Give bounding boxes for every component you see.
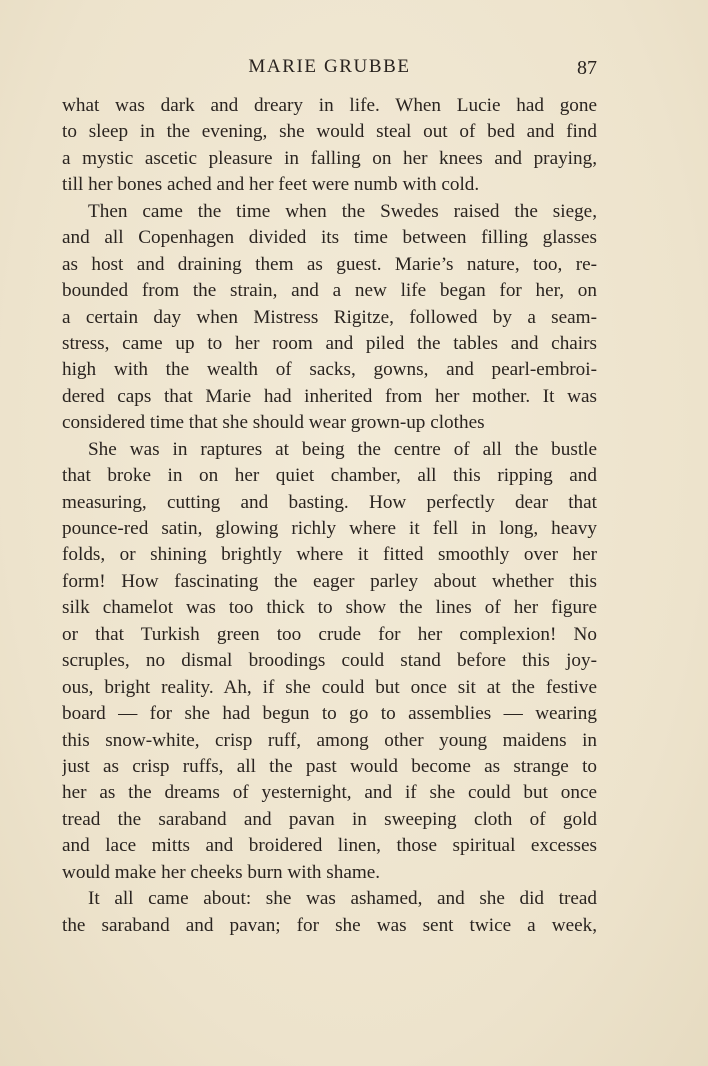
text-line: her as the dreams of yesternight, and if she could but once [62,782,597,804]
text-line: considered time that she should wear grown-up clothes [62,412,485,434]
text-line: a certain day when Mistress Rigitze, followed by a seam- [62,306,597,328]
text-line: till her bones ached and her feet were numb with cold. [62,174,480,196]
text-line: the saraband and pavan; for she was sent twice a week, [62,914,597,936]
text-line: pounce-red satin, glowing richly where it fell in long, heavy [62,518,597,539]
text-line: what was dark and dreary in life. When Lucie had gone [62,95,597,116]
text-line: ous, bright reality. Ah, if she could but once sit at the festive [62,676,597,698]
text-line: form! How fascinating the eager parley about whether this [62,570,597,592]
page-number: 87 [577,57,597,79]
text-line: this snow-white, crisp ruff, among other young maidens in [62,729,597,751]
text-line: just as crisp ruffs, all the past would become as strange to [62,755,597,777]
running-title: MARIE GRUBBE [248,56,411,77]
text-line: It all came about: she was ashamed, and she did tread [88,888,597,910]
text-line: tread the saraband and pavan in sweeping cloth of gold [62,808,597,830]
text-line: that broke in on her quiet chamber, all this ripping and [62,465,597,487]
body-text [62,93,597,939]
text-line: She was in raptures at being the centre of all the bustle [88,438,597,460]
text-line: and lace mitts and broidered linen, those spiritual excesses [62,835,597,857]
text-line: bounded from the strain, and a new life began for her, on [62,280,597,302]
text-line: a mystic ascetic pleasure in falling on her knees and praying, [62,147,597,169]
text-line: board — for she had begun to go to assemblies — wearing [62,703,597,725]
text-line: stress, came up to her room and piled the tables and chairs [62,332,597,354]
text-line: would make her cheeks burn with shame. [62,861,381,883]
text-line: silk chamelot was too thick to show the lines of her figure [62,597,597,619]
text-line: Then came the time when the Swedes raised the siege, [88,200,597,222]
text-line: high with the wealth of sacks, gowns, and pearl-embroi- [62,359,597,381]
text-line: as host and draining them as guest. Marie’s nature, too, re- [62,253,597,275]
text-line: to sleep in the evening, she would steal out of bed and find [62,121,597,143]
running-head [62,56,597,86]
text-line: measuring, cutting and basting. How perfectly dear that [62,491,597,513]
text-line: and all Copenhagen divided its time between filling glasses [62,227,597,249]
text-line: dered caps that Marie had inherited from her mother. It was [62,385,597,407]
text-line: folds, or shining brightly where it fitted smoothly over her [62,544,597,566]
text-line: or that Turkish green too crude for her complexion! No [62,623,597,645]
text-line: scruples, no dismal broodings could stand before this joy- [62,650,597,672]
